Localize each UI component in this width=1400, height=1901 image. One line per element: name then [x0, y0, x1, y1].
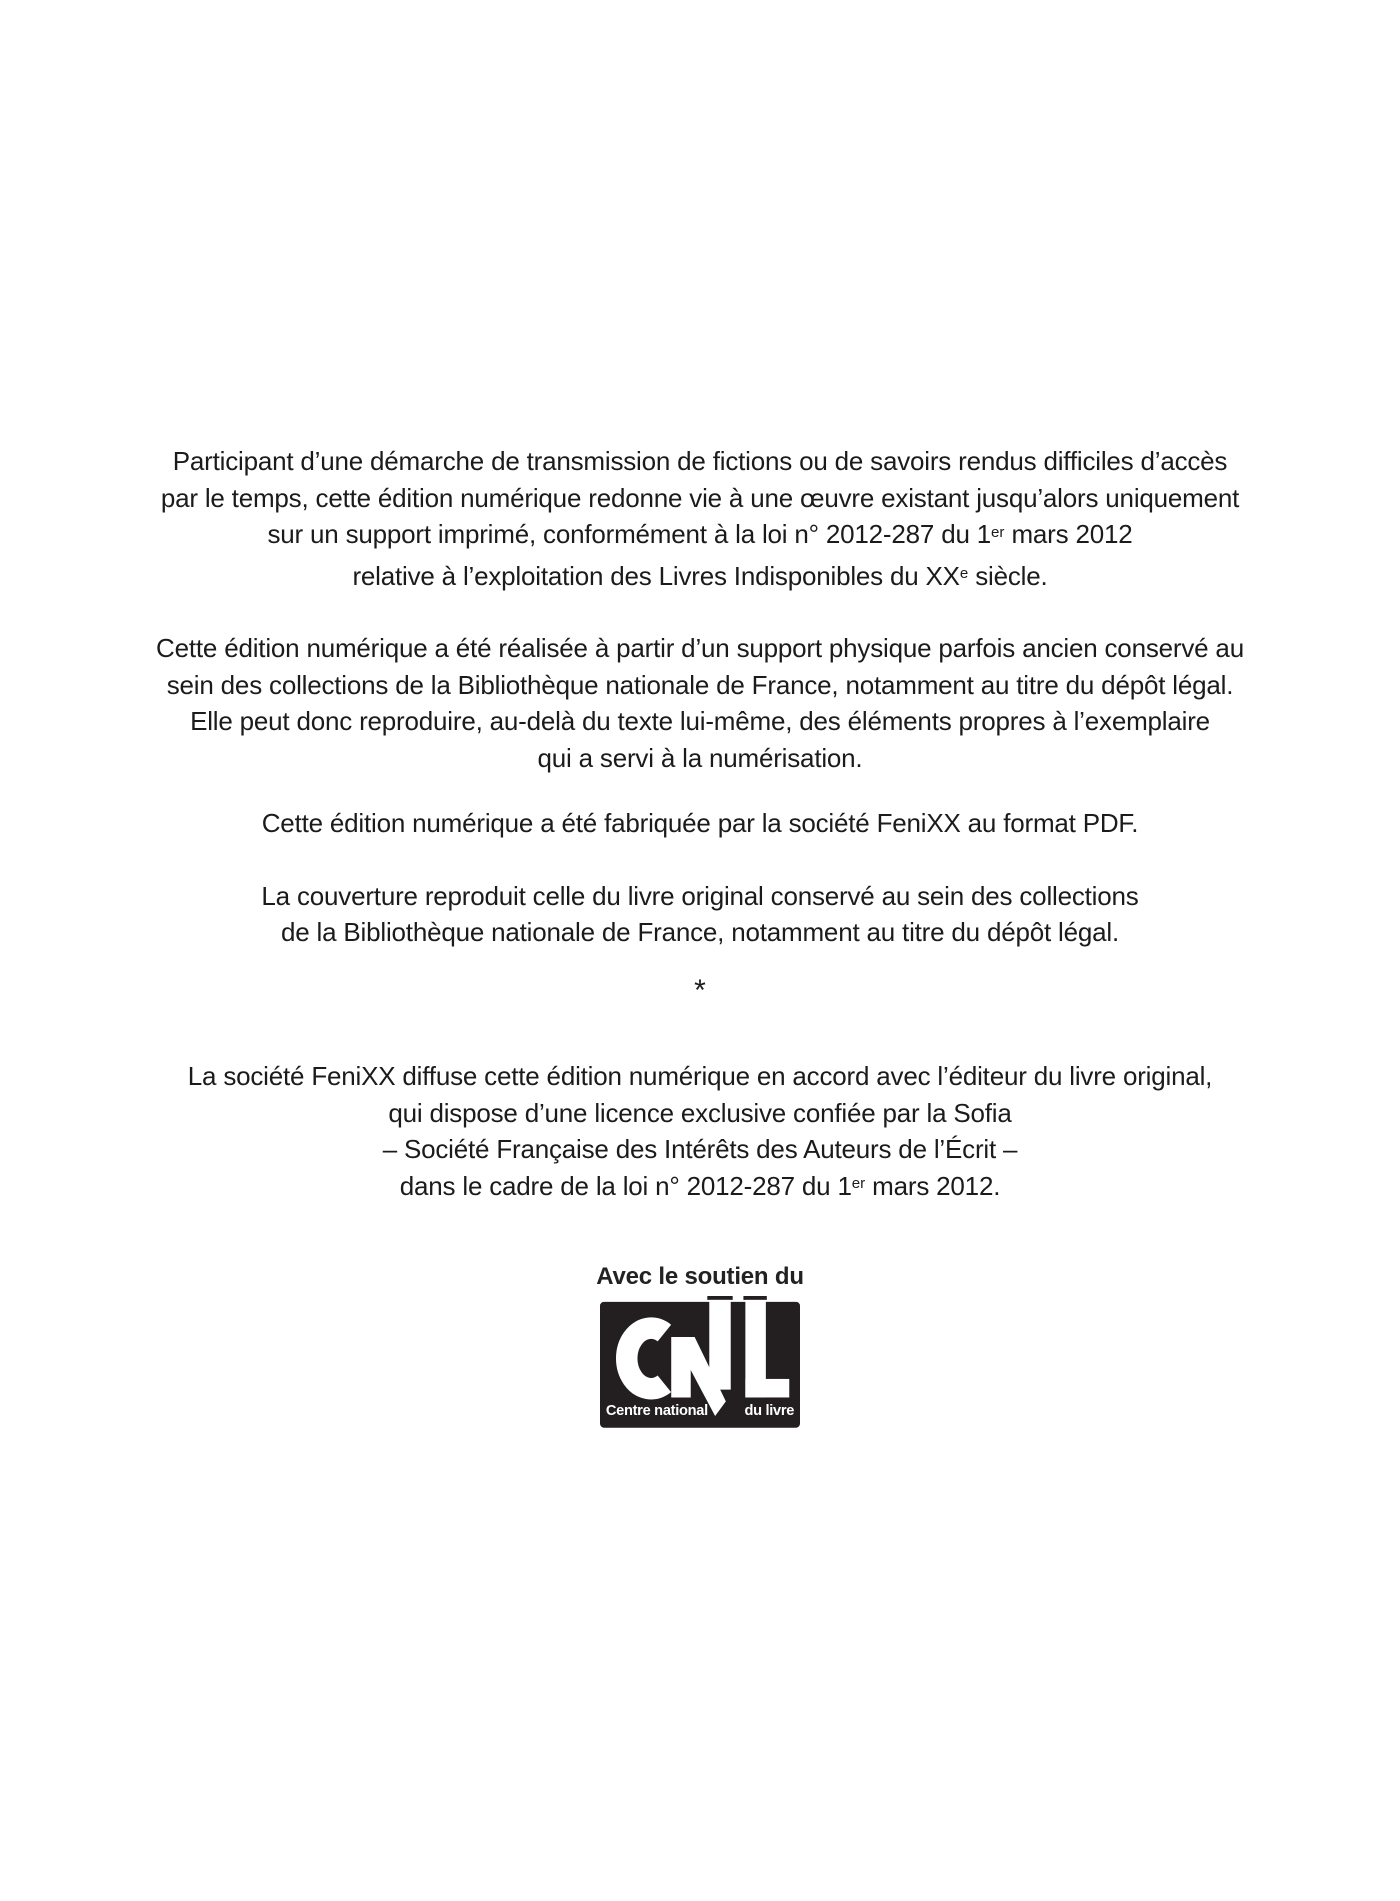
cnl-logo-graphic — [600, 1296, 800, 1428]
text-line: Participant d’une démarche de transmission de fictions ou de savoirs rendus difficiles d’accès — [172, 446, 1228, 476]
cnl-caption-right: du livre — [744, 1403, 795, 1420]
text-line: de la Bibliothèque nationale de France, notamment au titre du dépôt légal. — [281, 917, 1119, 947]
paragraph-diffusion-sofia — [0, 1058, 1400, 1209]
text-line: sein des collections de la Bibliothèque nationale de France, notamment au titre du dépôt légal. — [166, 669, 1234, 700]
text-line: relative à l’exploitation des Livres Indisponibles du XXe siècle. — [352, 560, 1048, 591]
support-caption: Avec le soutien du — [596, 1263, 804, 1290]
superscript: e — [959, 565, 969, 583]
cnl-letter-l-foot — [745, 1379, 789, 1398]
text-line: La couverture reproduit celle du livre original conservé au sein des collections — [261, 880, 1139, 911]
text-line: qui a servi à la numérisation. — [537, 742, 863, 773]
superscript: er — [991, 523, 1005, 541]
text-line: La société FeniXX diffuse cette édition numérique en accord avec l’éditeur du livre original, — [187, 1061, 1213, 1091]
edition-notice — [0, 443, 1400, 1428]
cnl-n-stem-cap — [707, 1296, 732, 1300]
text-line: Elle peut donc reproduire, au-delà du texte lui-même, des éléments propres à l’exemplaire — [190, 706, 1210, 736]
asterisk-separator: * — [694, 973, 706, 1007]
paragraph-legal-context — [0, 443, 1400, 599]
text-line: – Société Française des Intérêts des Auteurs de l’Écrit – — [382, 1134, 1018, 1164]
cnl-letter-n-right — [709, 1300, 730, 1390]
text-line: par le temps, cette édition numérique redonne vie à une œuvre existant jusqu’alors uniquement — [160, 482, 1240, 513]
cnl-l-stem-cap — [743, 1296, 766, 1300]
text-line: dans le cadre de la loi n° 2012-287 du 1er mars 2012. — [399, 1170, 1001, 1201]
cnl-logo — [600, 1296, 800, 1428]
text-line: Cette édition numérique a été fabriquée par la société FeniXX au format PDF. — [261, 808, 1139, 838]
superscript: er — [851, 1175, 866, 1193]
paragraph-cover — [0, 878, 1400, 951]
paragraph-fenixx-pdf — [0, 805, 1400, 842]
cnl-caption-left: Centre national — [605, 1403, 708, 1420]
text-line: sur un support imprimé, conformément à la loi n° 2012-287 du 1er mars 2012 — [267, 519, 1133, 549]
text-line: qui dispose d’une licence exclusive confiée par la Sofia — [388, 1097, 1012, 1128]
text-line: Cette édition numérique a été réalisée à partir d’un support physique parfois ancien conservé au — [156, 633, 1244, 663]
paragraph-source-bnf — [0, 630, 1400, 776]
